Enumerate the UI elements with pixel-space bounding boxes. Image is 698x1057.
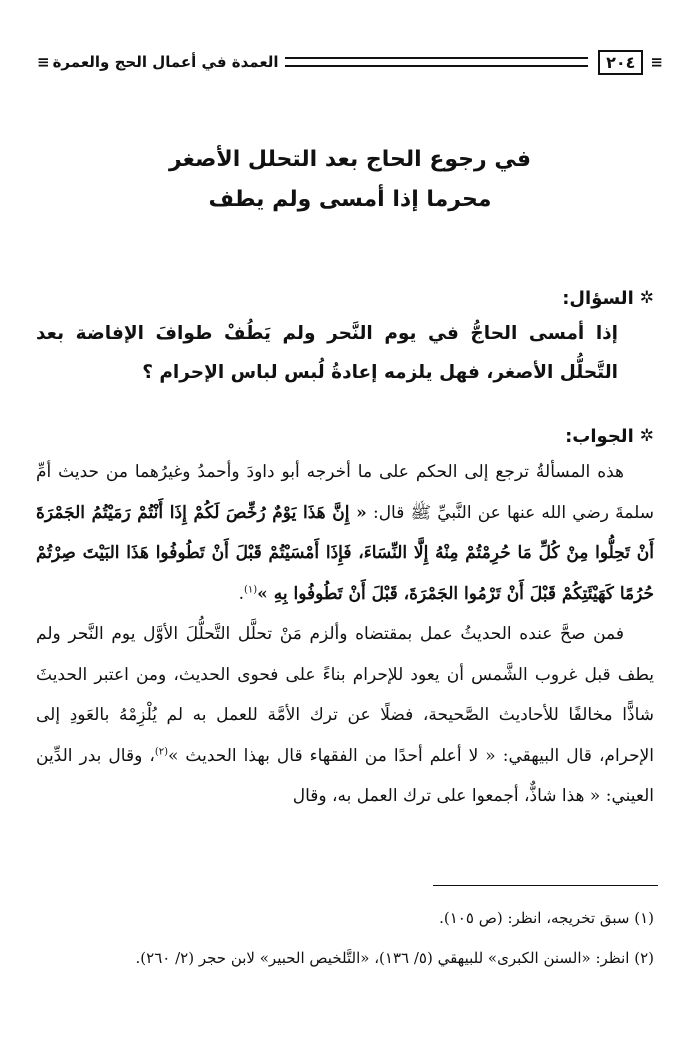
answer-paragraph-1: هذه المسألةُ ترجع إلى الحكم على ما أخرجه أبو داودَ وأحمدُ وغيرُهما من حديث أمِّ سلمةَ رضي الله عنها عن النَّبيِّ ﷺ قال: « إِنَّ هَذَا يَوْمٌ رُخِّصَ لَكُمْ إِذَا أَنْتُمْ رَمَيْتُمُ الجَمْرَةَ أَنْ تَحِلُّوا مِنْ كُلِّ مَا حُرِمْتُمْ مِنْهُ إِلَّا النِّسَاءَ، فَإِذَا أَمْسَيْتُمْ قَبْلَ أَنْ تَطُوفُوا هَذَا البَيْتَ صِرْتُمْ حُرُمًا كَهَيْئَتِكُمْ قَبْلَ أَنْ تَرْمُوا الجَمْرَةَ، قَبْلَ أَنْ تَطُوفُوا بِهِ »$^{(١)}$. <box>36 462 654 604</box>
answer-para-2b: ، وقال بدر الدِّين العيني: « هذا شاذٌّ، أجمعوا على ترك العمل به، وقال <box>36 745 654 806</box>
page-number: ٢٠٤ <box>598 50 643 75</box>
footnote-ref-1[interactable]: (١) <box>243 583 258 595</box>
footnote-text: سبق تخريجه، انظر: (ص ١٠٥). <box>439 909 630 927</box>
header-end-mark: ≡ <box>650 53 663 71</box>
footnote-divider <box>433 885 658 886</box>
question-heading <box>36 282 654 314</box>
footnote-ref-2[interactable]: (٢) <box>154 745 168 757</box>
question-text: إذا أمسى الحاجُّ في يوم النَّحر ولم يَطُفْ طوافَ الإفاضة بعد التَّحلُّل الأصغر، فهل يلزمه إعادةُ لُبس لباس الإحرام ؟ <box>36 323 618 383</box>
hadith-quote: « إِنَّ هَذَا يَوْمٌ رُخِّصَ لَكُمْ إِذَا أَنْتُمْ رَمَيْتُمُ الجَمْرَةَ أَنْ تَحِلُّوا مِنْ كُلِّ مَا حُرِمْتُمْ مِنْهُ إِلَّا النِّسَاءَ، فَإِذَا أَمْسَيْتُمْ قَبْلَ أَنْ تَطُوفُوا هَذَا البَيْتَ صِرْتُمْ حُرُمًا كَهَيْئَتِكُمْ قَبْلَ أَنْ تَرْمُوا الجَمْرَةَ، قَبْلَ أَنْ تَطُوفُوا بِهِ » <box>36 502 654 604</box>
running-header <box>34 44 666 80</box>
footnote-text: انظر: «السنن الكبرى» للبيهقي (٥/ ١٣٦)، «التَّلخيص الحبير» لابن حجر (٢/ ٢٦٠). <box>135 949 630 967</box>
header-rule-right <box>285 57 589 67</box>
asterisk-icon: ✲ <box>639 426 654 446</box>
answer-heading <box>36 420 654 452</box>
footnote-item <box>36 898 654 938</box>
answer-body <box>36 452 654 817</box>
answer-intro: هذه المسألةُ ترجع إلى الحكم على ما أخرجه أبو داودَ وأحمدُ وغيرُهما من حديث أمِّ سلمةَ رضي الله عنها عن النَّبيِّ ﷺ قال: <box>36 462 654 523</box>
question-section <box>36 282 654 392</box>
chapter-title <box>34 140 666 220</box>
answer-heading-label: الجواب: <box>565 425 634 447</box>
footnotes <box>36 898 654 978</box>
footnote-number: (٢) <box>634 949 654 967</box>
chapter-title-line-1: في رجوع الحاج بعد التحلل الأصغر <box>168 147 531 172</box>
header-start-mark: ≡ <box>37 53 50 71</box>
footnote-number: (١) <box>634 909 654 927</box>
answer-paragraph-2 <box>36 614 654 817</box>
answer-section <box>36 420 654 817</box>
chapter-title-line-2: محرما إذا أمسى ولم يطف <box>208 187 492 212</box>
answer-para-2a: فمن صحَّ عنده الحديثُ عمل بمقتضاه وألزم مَنْ تحلَّل التَّحلُّلَ الأوَّل يوم النَّحر ولم يطف قبل غروب الشَّمس أن يعود للإحرام بناءً على فحوى الحديث، ومن اعتبر الحديثَ شاذًّا مخالفًا للأحاديث الصَّحيحة، فضلًا عن ترك الأمَّة للعمل به لم يُلْزِمْهُ بالعَودِ إلى الإحرام، قال البيهقي: « لا أعلم أحدًا من الفقهاء قال بهذا الحديث » <box>36 624 654 766</box>
running-title: العمدة في أعمال الحج والعمرة <box>52 53 279 71</box>
asterisk-icon: ✲ <box>639 288 654 308</box>
footnote-item <box>36 938 654 978</box>
question-heading-label: السؤال: <box>562 287 634 309</box>
